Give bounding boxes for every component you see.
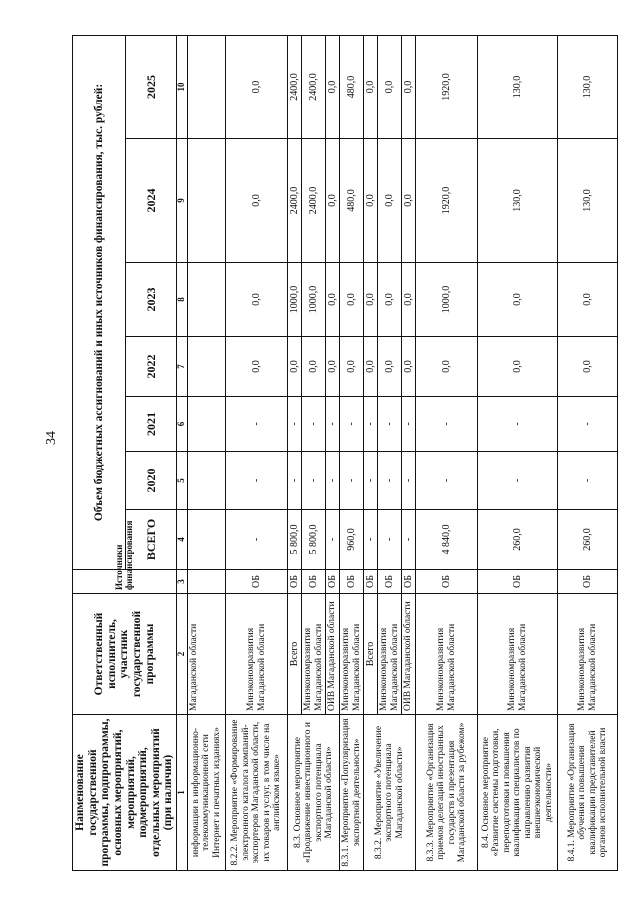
row-value: 0,0 bbox=[416, 337, 478, 397]
row-value: 0,0 bbox=[558, 337, 618, 397]
row-source: ОБ bbox=[364, 570, 378, 594]
row-value: 0,0 bbox=[378, 139, 402, 263]
row-value: 0,0 bbox=[226, 337, 288, 397]
row-value: 480,0 bbox=[340, 35, 364, 138]
row-name: 8.3.3. Мероприятие «Организация приемов делегаций иностранных государств и презентация Магаданской области за рубежом» bbox=[416, 715, 478, 871]
row-value: 130,0 bbox=[478, 35, 558, 138]
row-value: 130,0 bbox=[558, 139, 618, 263]
col-number: 2 bbox=[177, 594, 188, 715]
row-source: ОБ bbox=[558, 570, 618, 594]
table-row bbox=[188, 35, 226, 870]
row-value: 4 840,0 bbox=[416, 510, 478, 570]
rotated-table-wrapper bbox=[72, 36, 608, 871]
row-value: 0,0 bbox=[340, 337, 364, 397]
row-source: ОБ bbox=[478, 570, 558, 594]
row-value: 0,0 bbox=[402, 263, 416, 337]
header-name: Наименование государственной программы, подпрограммы, основных мероприятий, мероприятий, подмероприятий, отдельных мероприятий (при наличии) bbox=[73, 715, 177, 871]
table-row bbox=[364, 35, 378, 870]
row-value: 0,0 bbox=[402, 35, 416, 138]
col-number: 10 bbox=[177, 35, 188, 138]
header-year-2020: 2020 bbox=[126, 452, 177, 510]
col-number: 5 bbox=[177, 452, 188, 510]
row-value: 0,0 bbox=[226, 35, 288, 138]
col-number: 6 bbox=[177, 397, 188, 452]
row-value: - bbox=[402, 397, 416, 452]
row-name: 8.4.1. Мероприятие «Организация обучения и повышения квалификации представителей органов исполнительной власти bbox=[558, 715, 618, 871]
row-value: 2400,0 bbox=[288, 35, 302, 138]
row-value: 2400,0 bbox=[302, 35, 326, 138]
col-number: 8 bbox=[177, 263, 188, 337]
row-responsible: Всего bbox=[288, 594, 302, 715]
row-value: 260,0 bbox=[558, 510, 618, 570]
col-number: 9 bbox=[177, 139, 188, 263]
row-name: 8.3.1. Мероприятие «Популяризация экспортной деятельности» bbox=[340, 715, 364, 871]
row-value: - bbox=[402, 510, 416, 570]
row-value: 130,0 bbox=[558, 35, 618, 138]
row-value: - bbox=[416, 397, 478, 452]
row-responsible: Минэкономразвития Магаданской области bbox=[416, 594, 478, 715]
row-value: 0,0 bbox=[364, 139, 378, 263]
row-source bbox=[188, 570, 226, 594]
table-row bbox=[478, 35, 558, 870]
row-source: ОБ bbox=[416, 570, 478, 594]
header-year-2023: 2023 bbox=[126, 263, 177, 337]
row-value: 0,0 bbox=[478, 263, 558, 337]
row-value: 960,0 bbox=[340, 510, 364, 570]
header-year-total: ВСЕГО bbox=[126, 510, 177, 570]
header-year-2021: 2021 bbox=[126, 397, 177, 452]
row-value: - bbox=[288, 397, 302, 452]
row-value: 1920,0 bbox=[416, 35, 478, 138]
row-responsible: Минэкономразвития Магаданской области bbox=[340, 594, 364, 715]
page-number: 34 bbox=[44, 431, 59, 445]
row-value: 2400,0 bbox=[302, 139, 326, 263]
row-value bbox=[188, 337, 226, 397]
row-responsible: Минэкономразвития Магаданской области bbox=[226, 594, 288, 715]
row-responsible: Магаданской области bbox=[188, 594, 226, 715]
header-funding: Объем бюджетных ассигнований и иных источников финансирования, тыс. рублей: bbox=[73, 35, 126, 569]
header-responsible: Ответственный исполнитель, участник государственной программы bbox=[73, 594, 177, 715]
row-value: 1000,0 bbox=[288, 263, 302, 337]
row-value: 0,0 bbox=[364, 35, 378, 138]
row-value: - bbox=[302, 452, 326, 510]
row-value: 1000,0 bbox=[302, 263, 326, 337]
row-source: ОБ bbox=[402, 570, 416, 594]
row-responsible: Минэкономразвития Магаданской области bbox=[478, 594, 558, 715]
row-value bbox=[188, 452, 226, 510]
row-value: - bbox=[364, 397, 378, 452]
row-value: 0,0 bbox=[364, 263, 378, 337]
row-value: 0,0 bbox=[226, 263, 288, 337]
row-value: 0,0 bbox=[558, 263, 618, 337]
row-name: 8.4. Основное мероприятие «Развитие системы подготовки, переподготовки и повышения квалификации специалистов по направлению развития внешнеэкономической деятельности» bbox=[478, 715, 558, 871]
row-value: - bbox=[402, 452, 416, 510]
row-value: - bbox=[558, 397, 618, 452]
row-value: 0,0 bbox=[226, 139, 288, 263]
row-value: - bbox=[226, 510, 288, 570]
row-value: 0,0 bbox=[326, 337, 340, 397]
row-value bbox=[188, 263, 226, 337]
row-value: 0,0 bbox=[326, 139, 340, 263]
row-value: - bbox=[226, 452, 288, 510]
row-value: 0,0 bbox=[364, 337, 378, 397]
row-value: - bbox=[416, 452, 478, 510]
col-number: 1 bbox=[177, 715, 188, 871]
header-source: Источники финансирования bbox=[73, 570, 177, 594]
row-name: 8.3. Основное мероприятие «Продвижение инвестиционного и экспортного потенциала Магаданской области» bbox=[288, 715, 340, 871]
table-row bbox=[416, 35, 478, 870]
row-source: ОБ bbox=[378, 570, 402, 594]
table-row bbox=[558, 35, 618, 870]
row-value: 0,0 bbox=[478, 337, 558, 397]
row-value: 0,0 bbox=[378, 337, 402, 397]
row-value: - bbox=[478, 452, 558, 510]
row-responsible: Минэкономразвития Магаданской области bbox=[558, 594, 618, 715]
col-number: 7 bbox=[177, 337, 188, 397]
row-value: - bbox=[378, 510, 402, 570]
row-value: 130,0 bbox=[478, 139, 558, 263]
row-responsible: ОИВ Магаданской области bbox=[326, 594, 340, 715]
row-value: 5 800,0 bbox=[288, 510, 302, 570]
row-responsible: Минэкономразвития Магаданской области bbox=[302, 594, 326, 715]
row-value: - bbox=[340, 397, 364, 452]
row-value: 0,0 bbox=[402, 337, 416, 397]
row-name: 8.3.2. Мероприятие «Увеличение экспортного потенциала Магаданской области» bbox=[364, 715, 416, 871]
row-value: - bbox=[288, 452, 302, 510]
row-value: 1000,0 bbox=[416, 263, 478, 337]
table-row bbox=[340, 35, 364, 870]
row-value: - bbox=[478, 397, 558, 452]
row-value: 0,0 bbox=[402, 139, 416, 263]
row-responsible: ОИВ Магаданской области bbox=[402, 594, 416, 715]
row-value bbox=[188, 510, 226, 570]
funding-table bbox=[72, 35, 618, 871]
row-value: - bbox=[558, 452, 618, 510]
row-responsible: Всего bbox=[364, 594, 378, 715]
row-value: - bbox=[326, 452, 340, 510]
table-row bbox=[288, 35, 302, 870]
row-value: 260,0 bbox=[478, 510, 558, 570]
row-value: 480,0 bbox=[340, 139, 364, 263]
row-value bbox=[188, 35, 226, 138]
row-value: 0,0 bbox=[340, 263, 364, 337]
row-source: ОБ bbox=[288, 570, 302, 594]
header-year-2025: 2025 bbox=[126, 35, 177, 138]
row-value: - bbox=[364, 452, 378, 510]
row-value bbox=[188, 397, 226, 452]
row-value: - bbox=[364, 510, 378, 570]
row-value: 0,0 bbox=[326, 263, 340, 337]
table-row bbox=[226, 35, 288, 870]
col-number: 3 bbox=[177, 570, 188, 594]
row-value: 0,0 bbox=[378, 35, 402, 138]
header-year-2024: 2024 bbox=[126, 139, 177, 263]
row-value: 0,0 bbox=[326, 35, 340, 138]
row-name: информации в информационно-телекоммуникационной сети Интернет и печатных изданиях» bbox=[188, 715, 226, 871]
row-value: 5 800,0 bbox=[302, 510, 326, 570]
row-value: 0,0 bbox=[302, 337, 326, 397]
row-name: 8.2.2. Мероприятие «Формирование электронного каталога компаний-экспортеров Магаданской области, их товаров и услуг, в том числе на английском языке» bbox=[226, 715, 288, 871]
row-source: ОБ bbox=[340, 570, 364, 594]
row-value: - bbox=[378, 397, 402, 452]
row-value: - bbox=[302, 397, 326, 452]
row-value: - bbox=[226, 397, 288, 452]
col-number: 4 bbox=[177, 510, 188, 570]
row-value: - bbox=[326, 397, 340, 452]
row-source: ОБ bbox=[226, 570, 288, 594]
row-responsible: Минэкономразвития Магаданской области bbox=[378, 594, 402, 715]
row-value: - bbox=[340, 452, 364, 510]
header-year-2022: 2022 bbox=[126, 337, 177, 397]
row-value: 0,0 bbox=[288, 337, 302, 397]
row-value: 1920,0 bbox=[416, 139, 478, 263]
row-value: - bbox=[326, 510, 340, 570]
row-value: 0,0 bbox=[378, 263, 402, 337]
row-value: - bbox=[378, 452, 402, 510]
row-value: 2400,0 bbox=[288, 139, 302, 263]
row-source: ОБ bbox=[326, 570, 340, 594]
row-source: ОБ bbox=[302, 570, 326, 594]
row-value bbox=[188, 139, 226, 263]
